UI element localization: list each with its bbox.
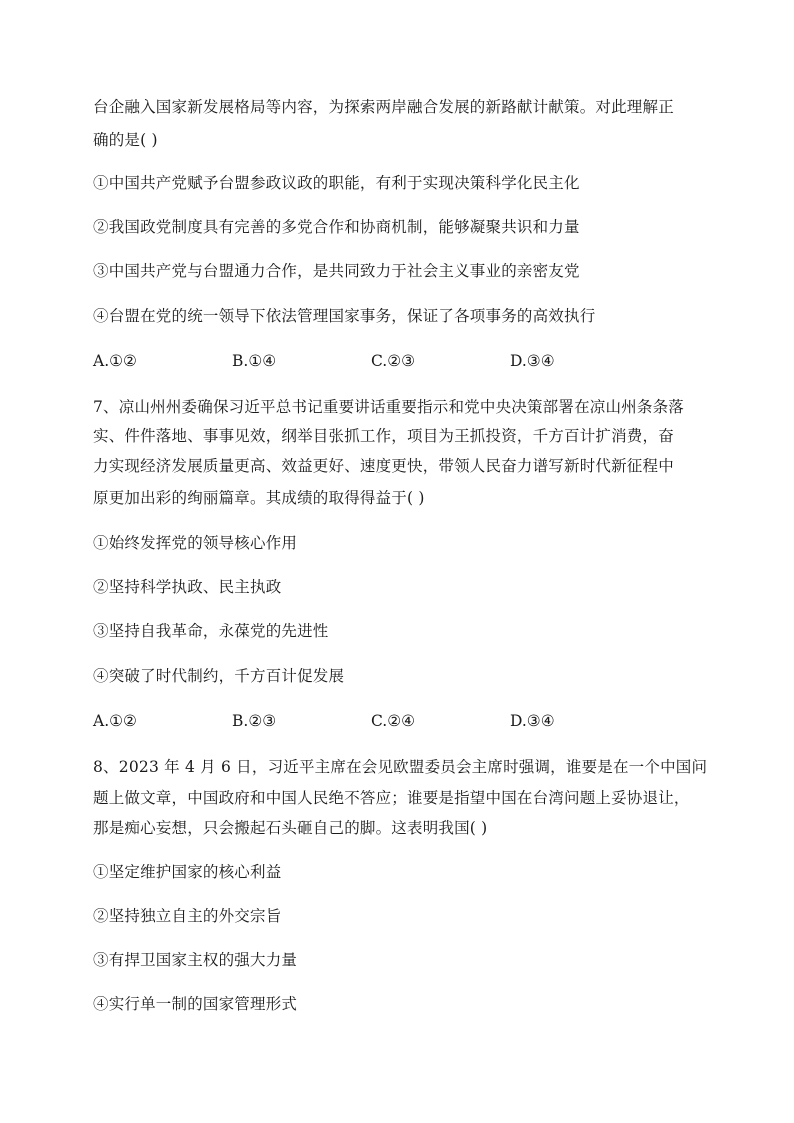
question-6-stem-line-1: 台企融入国家新发展格局等内容，为探索两岸融合发展的新路献计献策。对此理解正 (93, 98, 674, 116)
question-8-stem-line-3: 那是痴心妄想，只会搬起石头砸自己的脚。这表明我国( ) (93, 819, 488, 837)
question-7-statement-2: ②坚持科学执政、民主执政 (93, 578, 282, 596)
question-6-statement-2: ②我国政党制度具有完善的多党合作和协商机制，能够凝聚共识和力量 (93, 218, 580, 236)
question-7-option-d[interactable]: D.③④ (510, 712, 555, 730)
question-6-option-d[interactable]: D.③④ (510, 352, 555, 370)
question-6-option-c[interactable]: C.②③ (371, 352, 416, 370)
question-7-statement-3: ③坚持自我革命，永葆党的先进性 (93, 622, 329, 640)
question-7-statement-4: ④突破了时代制约，千方百计促发展 (93, 667, 345, 685)
question-7-statement-1: ①始终发挥党的领导核心作用 (93, 534, 298, 552)
question-8-statement-1: ①坚定维护国家的核心利益 (93, 863, 282, 881)
question-7-stem-line-4: 原更加出彩的绚丽篇章。其成绩的取得得益于( ) (93, 489, 425, 507)
question-6-statement-1: ①中国共产党赋予台盟参政议政的职能，有利于实现决策科学化民主化 (93, 174, 580, 192)
question-7-option-c[interactable]: C.②④ (371, 712, 416, 730)
question-7-stem-line-1: 7、凉山州州委确保习近平总书记重要讲话重要指示和党中央决策部署在凉山州条条落 (93, 398, 684, 416)
question-8-statement-2: ②坚持独立自主的外交宗旨 (93, 907, 282, 925)
question-8-stem-line-1: 8、2023 年 4 月 6 日，习近平主席在会见欧盟委员会主席时强调，谁要是在一个中国问 (93, 758, 708, 776)
question-6-statement-3: ③中国共产党与台盟通力合作，是共同致力于社会主义事业的亲密友党 (93, 262, 580, 280)
question-8-statement-4: ④实行单一制的国家管理形式 (93, 995, 298, 1013)
question-7-option-a[interactable]: A.①② (93, 712, 137, 730)
question-8-stem-line-2: 题上做文章，中国政府和中国人民绝不答应；谁要是指望中国在台湾问题上妥协退让， (93, 789, 690, 807)
question-7-option-b[interactable]: B.②③ (232, 712, 277, 730)
question-8-statement-3: ③有捍卫国家主权的强大力量 (93, 951, 298, 969)
question-7-stem-line-2: 实、件件落地、事事见效，纲举目张抓工作，项目为王抓投资，千方百计扩消费，奋 (93, 427, 674, 445)
question-6-option-a[interactable]: A.①② (93, 352, 137, 370)
question-6-statement-4: ④台盟在党的统一领导下依法管理国家事务，保证了各项事务的高效执行 (93, 307, 596, 325)
question-6-stem-line-2: 确的是( ) (93, 131, 158, 149)
question-6-option-b[interactable]: B.①④ (232, 352, 277, 370)
question-7-stem-line-3: 力实现经济发展质量更高、效益更好、速度更快，带领人民奋力谱写新时代新征程中 (93, 457, 674, 475)
